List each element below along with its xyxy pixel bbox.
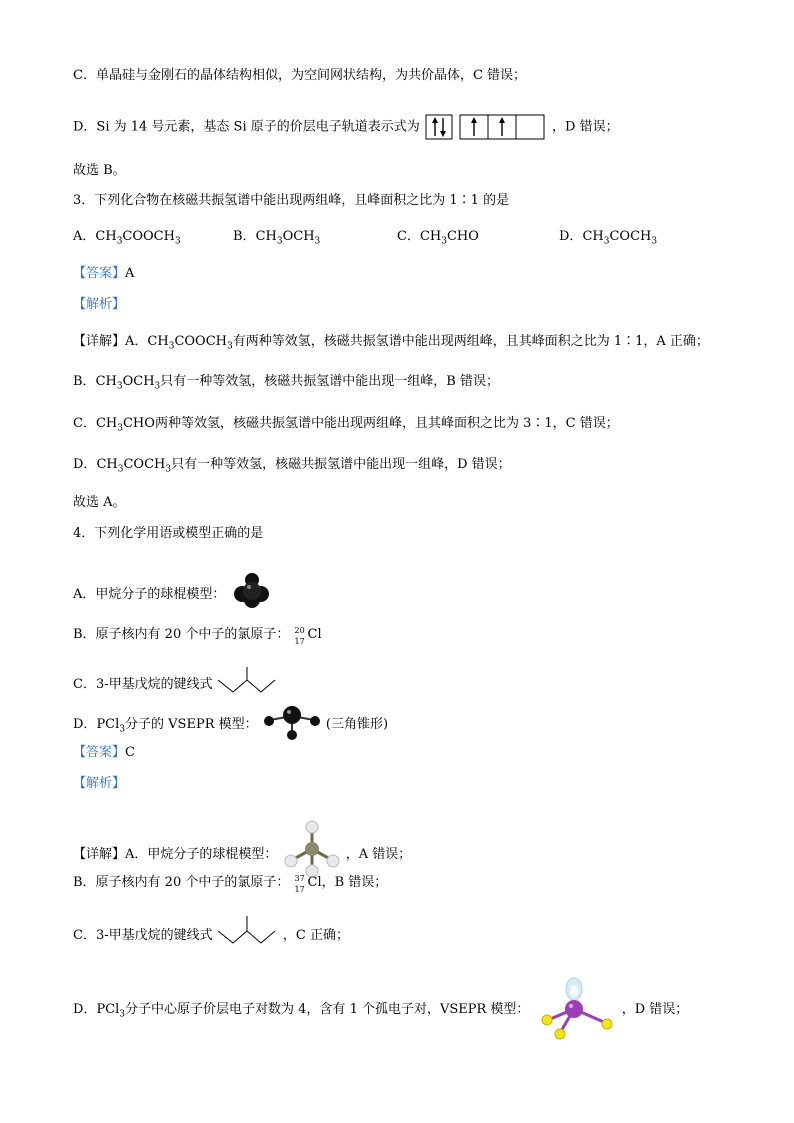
q3-option-b: B．$CH_3OCH_3$ [233, 229, 321, 247]
q3-option-d: D．$CH_3COCH_3$ [559, 229, 658, 247]
skeletal-formula-icon [217, 915, 279, 947]
pcl3-vsepr-icon [534, 977, 618, 1043]
skeletal-formula-icon [217, 666, 279, 696]
line-d-prev: D．Si 为 14 号元素，基态 Si 原子的价层电子轨道表示式为 ，D 错误； [73, 113, 619, 141]
q4-answer: 【答案】C [73, 745, 135, 760]
q4-option-c: C．3-甲基戊烷的键线式 [73, 666, 279, 696]
q3-detail-d: D．$CH_3COCH_3$只有一种等效氢，核磁共振氢谱中能出现一组峰，D 错误； [73, 457, 511, 475]
q4-detail-a: 【详解】A．甲烷分子的球棍模型： ，A 错误； [73, 820, 411, 878]
line-choose-b: 故选 B。 [73, 163, 126, 178]
q3-option-c: C．$CH_3CHO$ [397, 229, 479, 247]
q3-option-a: A．$CH_3COOCH_3$ [73, 229, 181, 247]
q4-detail-b: B．原子核内有 20 个中子的氯原子： 37 17 Cl，B 错误； [73, 874, 388, 894]
line-choose-a: 故选 A。 [73, 495, 126, 510]
methane-space-fill-icon [230, 572, 272, 610]
q4-option-a: A．甲烷分子的球棍模型： [73, 572, 272, 610]
question-3: 3．下列化合物在核磁共振氢谱中能出现两组峰，且峰面积之比为 1∶1 的是 [73, 193, 510, 208]
nuclide-right: 37 17 [294, 874, 305, 894]
q3-detail-a: 【详解】A．$CH_3COOCH_3$有两种等效氢，核磁共振氢谱中能出现两组峰，且其峰面积之比为 1∶1，A 正确； [73, 334, 709, 352]
q4-option-b: B．原子核内有 20 个中子的氯原子： 20 17 Cl [73, 626, 322, 646]
q4-option-d: D．PCl$_3$分子的 VSEPR 模型： (三角锥形) [73, 706, 388, 742]
nuclide-wrong: 20 17 [294, 626, 305, 646]
pcl3-model-icon [262, 706, 322, 742]
question-4: 4．下列化学用语或模型正确的是 [73, 526, 264, 541]
q4-detail-d: D．PCl$_3$分子中心原子价层电子对数为 4，含有 1 个孤电子对，VSEPR 模型： ，D 错误； [73, 977, 688, 1043]
methane-ball-stick-icon [282, 820, 342, 878]
q3-detail-b: B．$CH_3OCH_3$只有一种等效氢，核磁共振氢谱中能出现一组峰，B 错误； [73, 374, 499, 392]
q3-detail-c: C．$CH_3CHO$两种等效氢，核磁共振氢谱中能出现两组峰，且其峰面积之比为 3∶1，C 错误； [73, 416, 619, 434]
q4-analysis-tag: 【解析】 [73, 776, 126, 791]
q3-answer: 【答案】A [73, 266, 135, 281]
line-c-prev: C．单晶硅与金刚石的晶体结构相似，为空间网状结构，为共价晶体，C 错误； [73, 68, 527, 83]
orbital-diagram-icon [424, 113, 548, 141]
q3-analysis-tag: 【解析】 [73, 297, 126, 312]
q4-detail-c: C．3-甲基戊烷的键线式 ，C 正确； [73, 915, 349, 947]
